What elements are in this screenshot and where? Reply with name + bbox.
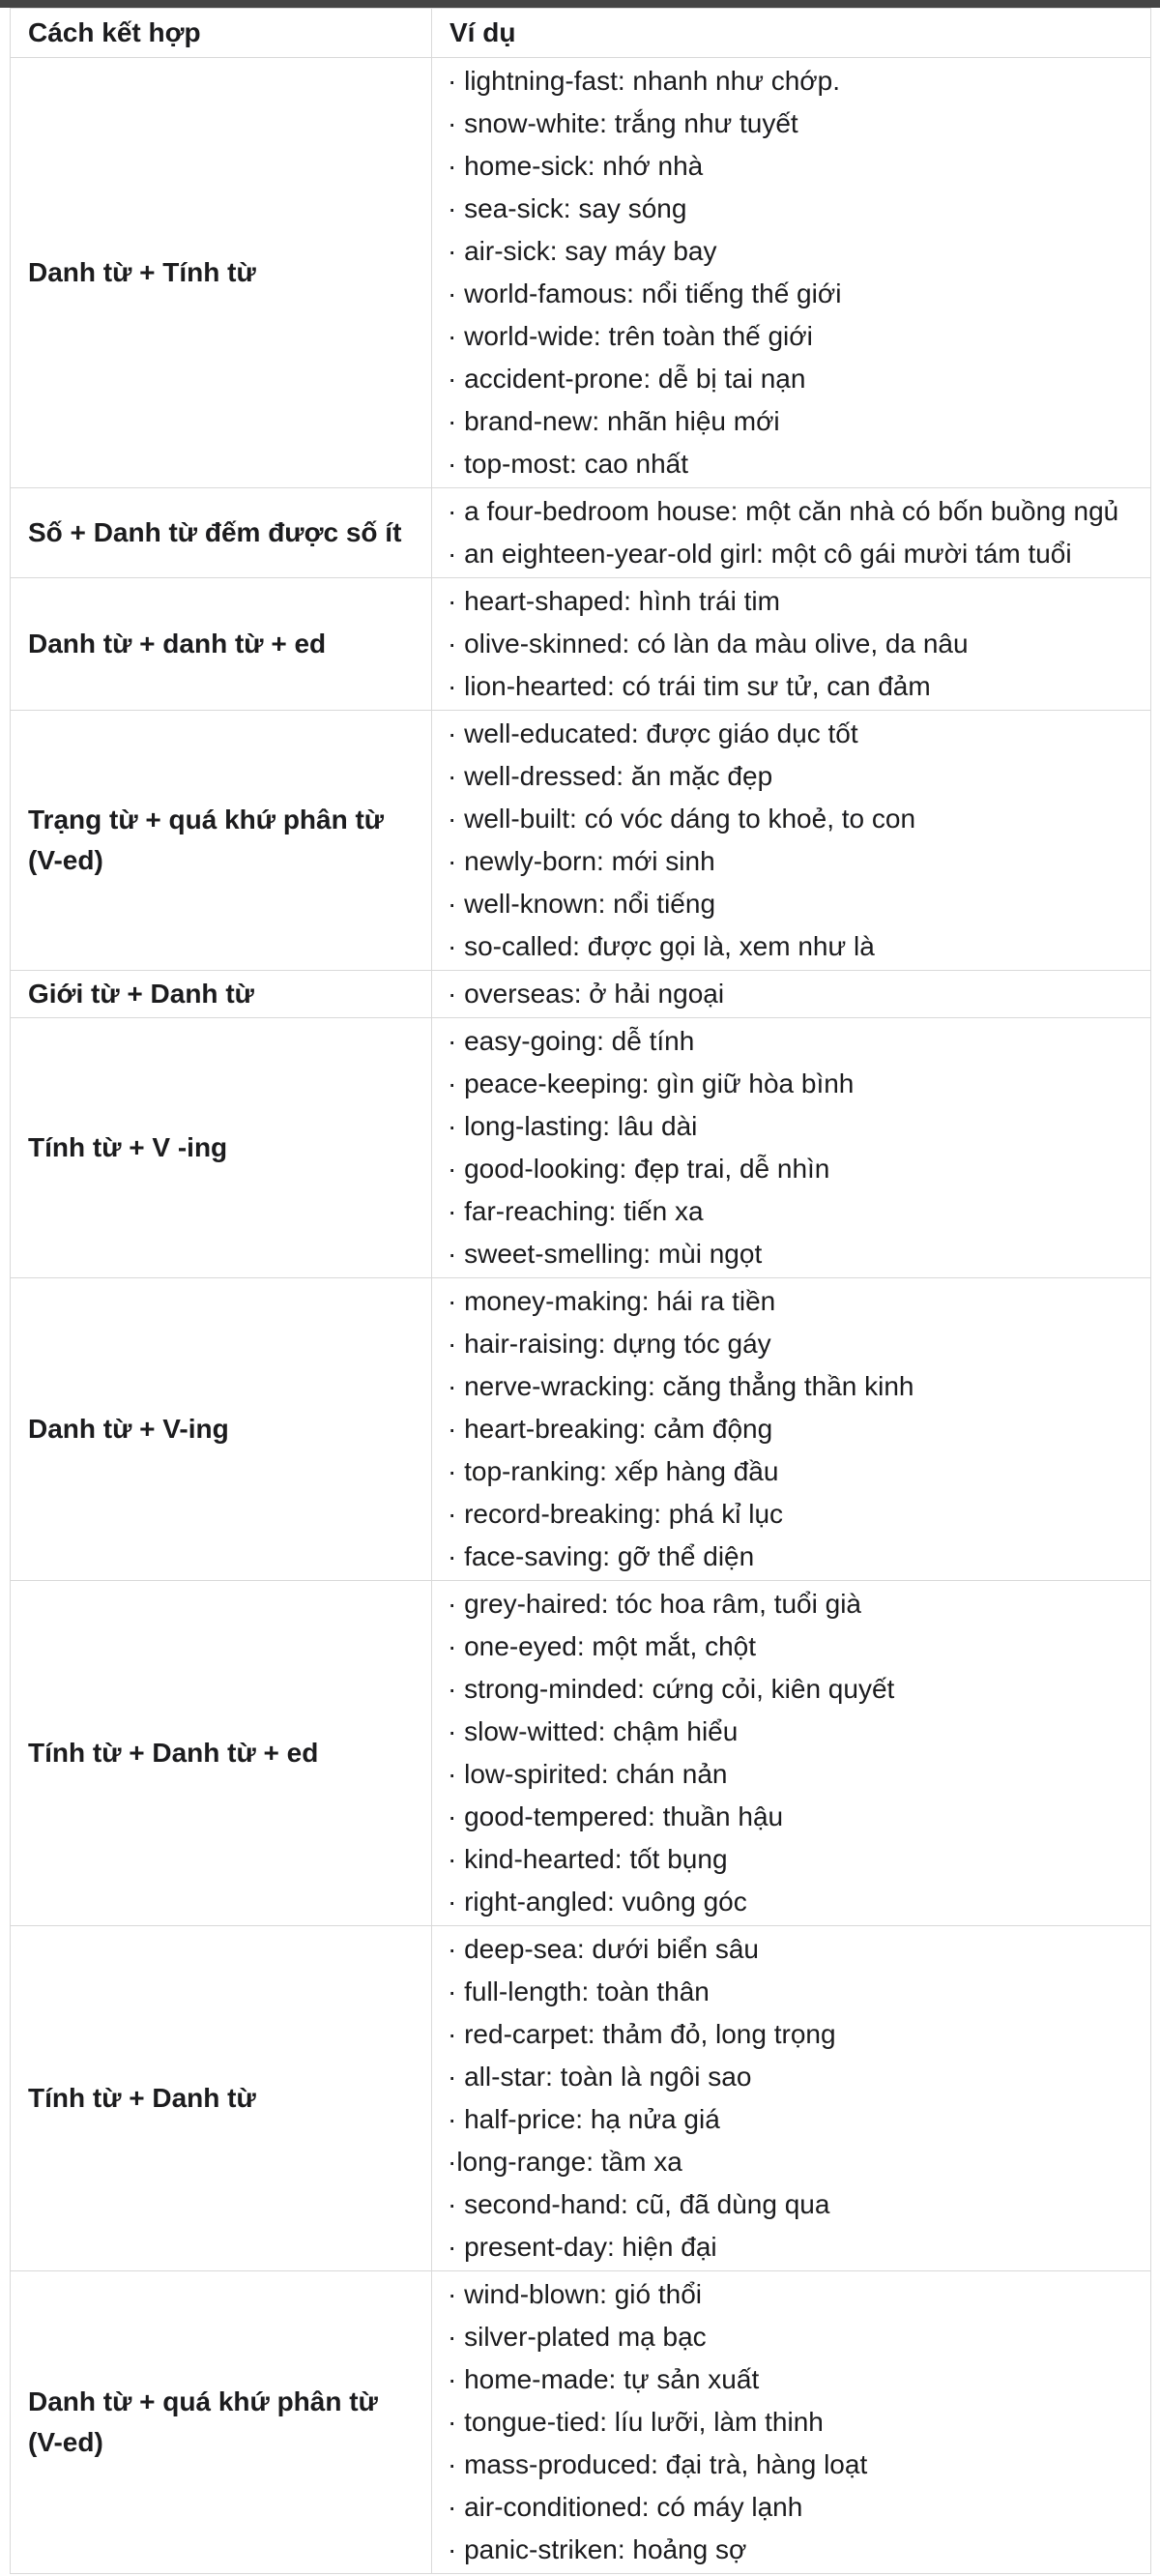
example-line: · home-sick: nhớ nhà xyxy=(448,151,704,181)
example-line: · far-reaching: tiến xa xyxy=(448,1196,704,1226)
examples-cell xyxy=(432,488,1151,578)
example-line: · mass-produced: đại trà, hàng loạt xyxy=(448,2449,868,2479)
example-line: · silver-plated mạ bạc xyxy=(448,2322,707,2352)
example-line: · right-angled: vuông góc xyxy=(448,1887,747,1917)
pattern-label: Giới từ + Danh từ xyxy=(11,971,432,1018)
example-line: · record-breaking: phá kỉ lục xyxy=(448,1499,784,1529)
examples-cell xyxy=(432,971,1151,1018)
examples-cell xyxy=(432,1581,1151,1926)
example-line: · brand-new: nhãn hiệu mới xyxy=(448,406,780,436)
example-line: · an eighteen-year-old girl: một cô gái mười tám tuổi xyxy=(448,539,1072,569)
example-line: · strong-minded: cứng cỏi, kiên quyết xyxy=(448,1674,895,1704)
example-line: · wind-blown: gió thổi xyxy=(448,2279,703,2309)
compound-adjective-table xyxy=(10,8,1151,2574)
pattern-label: Danh từ + danh từ + ed xyxy=(11,578,432,711)
table-row xyxy=(11,578,1151,711)
example-line: · second-hand: cũ, đã dùng qua xyxy=(448,2189,830,2219)
example-line: · olive-skinned: có làn da màu olive, da nâu xyxy=(448,629,969,659)
pattern-label: Danh từ + Tính từ xyxy=(11,58,432,488)
example-line: · well-built: có vóc dáng to khoẻ, to con xyxy=(448,804,916,834)
example-line: · panic-striken: hoảng sợ xyxy=(448,2534,747,2564)
pattern-label: Số + Danh từ đếm được số ít xyxy=(11,488,432,578)
pattern-label: Tính từ + V -ing xyxy=(11,1018,432,1278)
table-row xyxy=(11,1278,1151,1581)
example-line: · full-length: toàn thân xyxy=(448,1976,710,2006)
table-row xyxy=(11,711,1151,971)
example-line: · money-making: hái ra tiền xyxy=(448,1286,776,1316)
example-line: · air-sick: say máy bay xyxy=(448,236,717,266)
table-row xyxy=(11,2271,1151,2574)
example-line: · home-made: tự sản xuất xyxy=(448,2364,760,2394)
example-line: · peace-keeping: gìn giữ hòa bình xyxy=(448,1068,855,1098)
example-line: · so-called: được gọi là, xem như là xyxy=(448,931,875,961)
pattern-label: Danh từ + quá khứ phân từ (V-ed) xyxy=(11,2271,432,2574)
example-line: · heart-breaking: cảm động xyxy=(448,1414,773,1444)
example-line: · air-conditioned: có máy lạnh xyxy=(448,2492,803,2522)
example-line: · newly-born: mới sinh xyxy=(448,846,715,876)
example-line: · a four-bedroom house: một căn nhà có bốn buồng ngủ xyxy=(448,496,1119,526)
example-line: · world-famous: nổi tiếng thế giới xyxy=(448,278,842,308)
example-line: · easy-going: dễ tính xyxy=(448,1026,695,1056)
example-line: · top-most: cao nhất xyxy=(448,449,689,479)
example-line: · snow-white: trắng như tuyết xyxy=(448,108,798,138)
examples-cell xyxy=(432,1278,1151,1581)
examples-cell xyxy=(432,1018,1151,1278)
example-line: · well-known: nổi tiếng xyxy=(448,889,716,919)
table-row xyxy=(11,971,1151,1018)
top-dark-strip xyxy=(0,0,1160,8)
example-line: · heart-shaped: hình trái tim xyxy=(448,586,780,616)
example-line: · low-spirited: chán nản xyxy=(448,1759,728,1789)
example-line: · good-looking: đẹp trai, dễ nhìn xyxy=(448,1154,830,1184)
example-line: · all-star: toàn là ngôi sao xyxy=(448,2062,752,2092)
pattern-label: Tính từ + Danh từ xyxy=(11,1926,432,2271)
example-line: ·long-range: tầm xa xyxy=(448,2147,682,2177)
pattern-label: Danh từ + V-ing xyxy=(11,1278,432,1581)
example-line: · lightning-fast: nhanh như chớp. xyxy=(448,66,841,96)
example-line: · well-dressed: ăn mặc đẹp xyxy=(448,761,773,791)
example-line: · lion-hearted: có trái tim sư tử, can đảm xyxy=(448,671,931,701)
example-line: · red-carpet: thảm đỏ, long trọng xyxy=(448,2019,836,2049)
example-line: · face-saving: gỡ thể diện xyxy=(448,1541,755,1571)
example-line: · one-eyed: một mắt, chột xyxy=(448,1631,757,1661)
example-line: · top-ranking: xếp hàng đầu xyxy=(448,1456,779,1486)
example-line: · deep-sea: dưới biển sâu xyxy=(448,1934,759,1964)
header-example: Ví dụ xyxy=(432,9,1151,58)
table-header xyxy=(11,9,1151,58)
example-line: · long-lasting: lâu dài xyxy=(448,1111,698,1141)
example-line: · overseas: ở hải ngoại xyxy=(448,979,725,1009)
table-row xyxy=(11,1581,1151,1926)
example-line: · accident-prone: dễ bị tai nạn xyxy=(448,364,806,394)
table-row xyxy=(11,1926,1151,2271)
example-line: · half-price: hạ nửa giá xyxy=(448,2104,720,2134)
table-body xyxy=(11,58,1151,2574)
example-line: · slow-witted: chậm hiểu xyxy=(448,1716,739,1746)
example-line: · present-day: hiện đại xyxy=(448,2232,717,2262)
example-line: · well-educated: được giáo dục tốt xyxy=(448,718,858,748)
examples-cell xyxy=(432,1926,1151,2271)
example-line: · hair-raising: dựng tóc gáy xyxy=(448,1329,771,1359)
example-line: · sea-sick: say sóng xyxy=(448,193,687,223)
table-row xyxy=(11,58,1151,488)
examples-cell xyxy=(432,578,1151,711)
pattern-label: Trạng từ + quá khứ phân từ (V-ed) xyxy=(11,711,432,971)
example-line: · good-tempered: thuần hậu xyxy=(448,1801,784,1831)
example-line: · world-wide: trên toàn thế giới xyxy=(448,321,813,351)
example-line: · sweet-smelling: mùi ngọt xyxy=(448,1239,763,1269)
example-line: · grey-haired: tóc hoa râm, tuổi già xyxy=(448,1589,861,1619)
examples-cell xyxy=(432,711,1151,971)
examples-cell xyxy=(432,58,1151,488)
example-line: · kind-hearted: tốt bụng xyxy=(448,1844,728,1874)
table-row xyxy=(11,1018,1151,1278)
example-line: · tongue-tied: líu lưỡi, làm thinh xyxy=(448,2407,824,2437)
header-combination-method: Cách kết hợp xyxy=(11,9,432,58)
pattern-label: Tính từ + Danh từ + ed xyxy=(11,1581,432,1926)
examples-cell xyxy=(432,2271,1151,2574)
example-line: · nerve-wracking: căng thẳng thần kinh xyxy=(448,1371,914,1401)
table-row xyxy=(11,488,1151,578)
header-row xyxy=(11,9,1151,58)
